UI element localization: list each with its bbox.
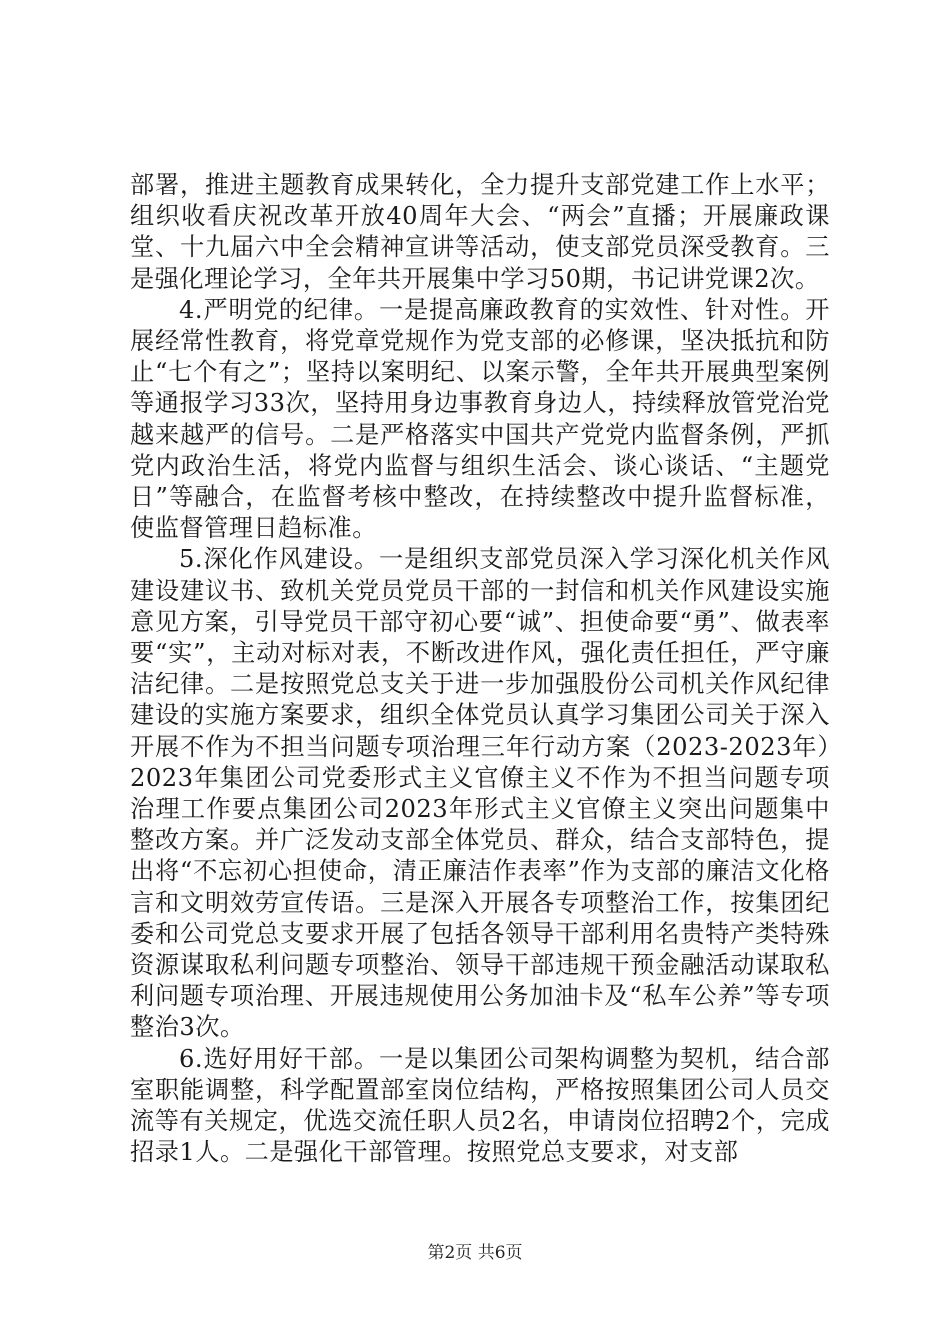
paragraph-work-style: 5.深化作风建设。一是组织支部党员深入学习深化机关作风建设建议书、致机关党员党员干部的一封信和机关作风建设实施意见方案，引导党员干部守初心要“诚”、担使命要“勇”、做表率要“实”，主动对标对表，不断改进作风，强化责任担任，严守廉洁纪律。二是按照党总支关于进一步加强股份公司机关作风纪律建设的实施方案要求，组织全体党员认真学习集团公司关于深入开展不作为不担当问题专项治理三年行动方案（2023-2023年）2023年集团公司党委形式主义官僚主义不作为不担当问题专项治理工作要点集团公司2023年形式主义官僚主义突出问题集中整改方案。并广泛发动支部全体党员、群众，结合支部特色，提出将“不忘初心担使命，清正廉洁作表率”作为支部的廉洁文化格言和文明效劳宣传语。三是深入开展各专项整治工作，按集团纪委和公司党总支要求开展了包括各领导干部利用名贵特产类特殊资源谋取私利问题专项整治、领导干部违规干预金融活动谋取私利问题专项治理、开展违规使用公务加油卡及“私车公养”等专项整治3次。 xyxy=(130,545,830,1042)
paragraph-continued-study: 部署，推进主题教育成果转化，全力提升支部党建工作上水平；组织收看庆祝改革开放40周年大会、“两会”直播；开展廉政课堂、十九届六中全会精神宣讲等活动，使支部党员深受教育。三是强化理论学习，全年共开展集中学习50期，书记讲党课2次。 xyxy=(130,171,830,293)
paragraph-cadre-selection: 6.选好用好干部。一是以集团公司架构调整为契机，结合部室职能调整，科学配置部室岗位结构，严格按照集团公司人员交流等有关规定，优选交流任职人员2名，申请岗位招聘2个，完成招录1人。二是强化干部管理。按照党总支要求，对支部 xyxy=(130,1044,830,1167)
page-number-footer: 第2页 共6页 xyxy=(427,1243,523,1263)
paragraph-party-discipline: 4.严明党的纪律。一是提高廉政教育的实效性、针对性。开展经常性教育，将党章党规作为党支部的必修课，坚决抵抗和防止“七个有之”；坚持以案明纪、以案示警，全年共开展典型案例等通报学习33次，坚持用身边事教育身边人，持续释放管党治党越来越严的信号。二是严格落实中国共产党党内监督条例，严抓党内政治生活，将党内监督与组织生活会、谈心谈话、“主题党日”等融合，在监督考核中整改，在持续整改中提升监督标准，使监督管理日趋标准。 xyxy=(130,295,830,543)
document-body xyxy=(130,170,830,1169)
